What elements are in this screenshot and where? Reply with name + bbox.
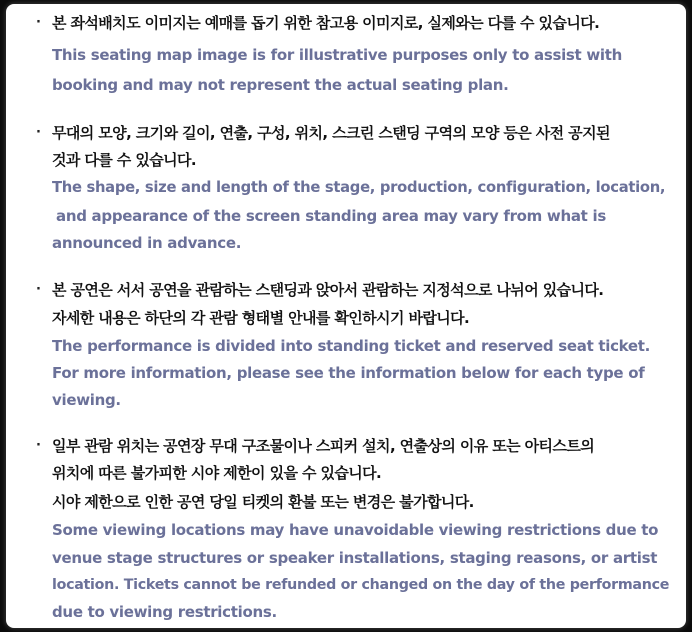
notice-korean-line: 자세한 내용은 하단의 각 관람 형태별 안내를 확인하시기 바랍니다. <box>52 309 470 327</box>
notice-english-line: This seating map image is for illustrative purposes only to assist with <box>52 46 622 64</box>
notice-korean-line: 본 좌석배치도 이미지는 예매를 돕기 위한 참고용 이미지로, 실제와는 다를 수 있습니다. <box>52 14 600 32</box>
notice-korean-line: 위치에 따른 불가피한 시야 제한이 있을 수 있습니다. <box>52 464 382 482</box>
notice-english-line: announced in advance. <box>52 234 242 252</box>
bullet-marker: · <box>36 438 41 453</box>
bullet-marker: · <box>36 125 41 140</box>
notice-english-line: location. Tickets cannot be refunded or changed on the day of the performance <box>52 577 670 593</box>
notice-english-line: The shape, size and length of the stage, production, configuration, location, <box>52 179 666 196</box>
notice-english-line: venue stage structures or speaker installations, staging reasons, or artist <box>52 549 658 567</box>
notice-english-line: Some viewing locations may have unavoidable viewing restrictions due to <box>52 521 659 539</box>
notice-panel <box>6 4 686 628</box>
bullet-marker: · <box>36 15 41 30</box>
notice-korean-line: 시야 제한으로 인한 공연 당일 티켓의 환불 또는 변경은 불가합니다. <box>52 493 474 511</box>
notice-korean-line: 일부 관람 위치는 공연장 무대 구조물이나 스피커 설치, 연출상의 이유 또는 아티스트의 <box>52 437 595 455</box>
notice-korean-line: 무대의 모양, 크기와 길이, 연출, 구성, 위치, 스크린 스탠딩 구역의 모양 등은 사전 공지된 <box>52 124 610 142</box>
notice-english-line: The performance is divided into standing ticket and reserved seat ticket. <box>52 337 651 355</box>
notice-english-line: For more information, please see the information below for each type of <box>52 364 645 382</box>
notice-english-line: viewing. <box>52 391 121 409</box>
notice-korean-line: 것과 다를 수 있습니다. <box>52 151 196 169</box>
notice-english-line: due to viewing restrictions. <box>52 603 277 621</box>
notice-korean-line: 본 공연은 서서 공연을 관람하는 스탠딩과 앉아서 관람하는 지정석으로 나뉘어 있습니다. <box>52 281 604 299</box>
notice-english-line: and appearance of the screen standing area may vary from what is <box>56 207 606 225</box>
bullet-marker: · <box>36 282 41 297</box>
notice-english-line: booking and may not represent the actual seating plan. <box>52 76 509 94</box>
